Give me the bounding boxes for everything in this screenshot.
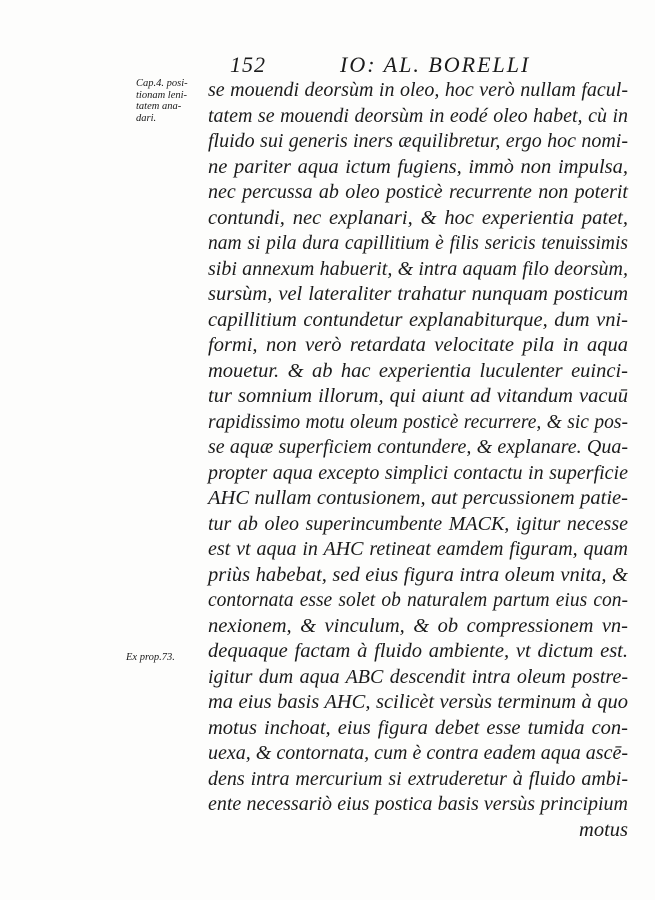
text-line: priùs habebat, sed eius figura intra oleum vnita, & <box>208 563 628 586</box>
text-line: capillitium contundetur explanabiturque, dum vni- <box>208 308 628 331</box>
margin-note-proposition-ref: Ex prop.73. <box>126 652 175 663</box>
text-line: AHC nullam contusionem, aut percussionem patie- <box>208 487 628 509</box>
page-number: 152 <box>230 52 266 77</box>
text-line: nexionem, & vinculum, & ob compressionem vn- <box>208 614 628 637</box>
text-line: ne pariter aqua ictum fugiens, immò non impulsa, <box>208 155 628 178</box>
text-line: igitur dum aqua ABC descendit intra oleum postre- <box>208 665 628 688</box>
running-head: IO: AL. BORELLI <box>340 52 531 77</box>
text-line: fluido sui generis iners æquilibretur, ergo hoc nomi- <box>208 130 628 152</box>
catchword: motus <box>579 818 628 841</box>
margin-note-line: tatem ana- <box>136 101 182 112</box>
text-line: est vt aqua in AHC retineat eamdem figuram, quam <box>208 538 628 560</box>
text-line: se mouendi deorsùm in oleo, hoc verò nullam facul- <box>208 79 628 101</box>
text-line: rapidissimo motu oleum posticè recurrere, & sic pos- <box>208 411 628 433</box>
body-text <box>208 78 628 843</box>
text-line: uexa, & contornata, cum è contra eadem aqua ascē- <box>208 742 628 764</box>
text-line: contornata esse solet ob naturalem partum eius con- <box>208 590 628 611</box>
text-line: mouetur. & ab hac experientia luculenter euinci- <box>208 359 628 382</box>
text-line: sursùm, vel lateraliter trahatur nunquam posticum <box>208 283 628 305</box>
text-line: contundi, nec explanari, & hoc experientia patet, <box>208 206 628 229</box>
text-line: ma eius basis AHC, scilicèt versùs terminum à quo <box>208 691 628 713</box>
margin-note-chapter-ref <box>136 78 208 124</box>
text-line: nam si pila dura capillitium è filis sericis tenuissimis <box>208 233 628 254</box>
text-line: dens intra mercurium si extruderetur à fluido ambi- <box>208 767 628 790</box>
text-line: propter aqua excepto simplici contactu in superficie <box>208 461 628 484</box>
margin-note-line: Cap.4. posi- <box>136 78 188 89</box>
text-line: nec percussa ab oleo posticè recurrente non poterit <box>208 181 628 203</box>
text-line: tur somnium illorum, qui aiunt ad vitandum vacuū <box>208 385 628 407</box>
text-line: dequaque factam à fluido ambiente, vt dictum est. <box>208 640 628 662</box>
text-line: se aquæ superficiem contundere, & explanare. Qua- <box>208 436 628 458</box>
text-line: tatem se mouendi deorsùm in eodé oleo habet, cù in <box>208 104 628 127</box>
text-line: formi, non verò retardata velocitate pila in aqua <box>208 334 628 356</box>
text-line: sibi annexum habuerit, & intra aquam filo deorsùm, <box>208 257 628 280</box>
margin-note-line: tionam leni- <box>136 89 188 101</box>
text-line: motus inchoat, eius figura debet esse tumida con- <box>208 716 628 739</box>
text-line: tur ab oleo superincumbente MACK, igitur necesse <box>208 512 628 535</box>
margin-note-line: dari. <box>136 112 157 124</box>
text-line: ente necessariò eius postica basis versùs principium <box>208 793 628 815</box>
